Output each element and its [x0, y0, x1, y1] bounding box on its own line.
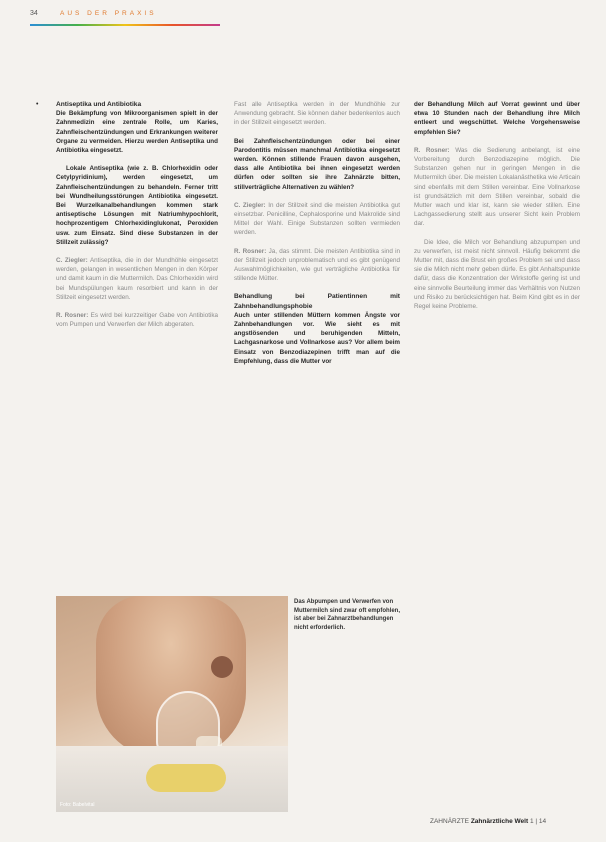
- page-header: [30, 10, 230, 30]
- photo-caption: Das Abpumpen und Verwerfen von Muttermilch sind zwar oft empfohlen, ist aber bei Zahnarztbehandlungen nicht erforderlich.: [294, 599, 401, 631]
- breast-pump-photo: [56, 596, 288, 812]
- answer-paragraph: Die Idee, die Milch vor Behandlung abzupumpen und zu verwerfen, ist meist nicht sinnvoll. Häufig bekommt die Mutter mit, dass die Brust ein großes Problem sei und dass sie die Milch nicht mehr geben dürfe. Es gibt Anhaltspunkte dafür, dass die Konzentration der Wirkstoffe gering ist und eine sinnvolle Beurteilung immer das Verhältnis von Nutzen und Risiko zu berücksichtigen hat. Beim Kind gibt es in der Regel keine Probleme.: [414, 238, 580, 311]
- article-column-1: [56, 100, 218, 338]
- subheading: Behandlung bei Patientinnen mit Zahnbehandlungsphobie: [234, 293, 400, 310]
- section-title: AUS DER PRAXIS: [60, 10, 157, 17]
- article-column-3: [414, 100, 580, 320]
- answer-text: Es wird bei kurzzeitiger Gabe von Antibiotika vom Pumpen und Verwerfen der Milch abgeraten.: [56, 312, 219, 329]
- question-paragraph: Die Bekämpfung von Mikroorganismen spielt in der Zahnmedizin eine zentrale Rolle, um Karies, Zahnfleischentzündungen und Erkrankungen weiterer Organe zu vermeiden. Hierzu werden Antiseptika und Antibiotika eingesetzt.: [56, 110, 218, 155]
- photo-credit: Foto: Babelvital: [60, 802, 95, 808]
- speaker-name: R. Rosner:: [414, 146, 450, 154]
- speaker-name: R. Rosner:: [234, 247, 267, 255]
- answer-paragraph: [234, 201, 400, 238]
- answer-text: Antiseptika, die in der Mundhöhle eingesetzt werden, gelangen in wesentlichen Mengen in den Körper und damit kaum in die Muttermilch. Das Chlorhexidin wird bei Mundspülungen kaum resorbiert und kann in der Stillzeit eingesetzt werden.: [56, 257, 218, 301]
- speaker-name: C. Ziegler:: [56, 257, 88, 265]
- answer-text: Was die Sedierung anbelangt, ist eine Vorbereitung durch Benzodiazepine möglich. Die Substanzen gehen nur in geringen Mengen in die Muttermilch über. Die meisten Lokalanästhetika wie Articain sind ebenfalls mit dem Stillen vereinbar. Eine Vollnarkose ist grundsätzlich mit dem Stillen vereinbar, sobald die Mutter wach und klar ist, kann sie wieder stillen. Eine Lachgassedierung stellt aus unserer Sicht kein Problem dar.: [414, 146, 580, 228]
- question-paragraph: Auch unter stillenden Müttern kommen Ängste vor Zahnbehandlungen vor. Wie sieht es mit angstlösenden und beruhigenden Mitteln, Lachgasnarkose und Vollnarkose aus? Vor allem beim Einsatz von Benzodiazepinen trifft man auf die Empfehlung, dass die Mutter vor: [234, 311, 400, 365]
- question-paragraph: Lokale Antiseptika (wie z. B. Chlorhexidin oder Cetylpyridinium), werden eingesetzt, um Zahnfleischentzündungen zu behandeln. Ferner tritt bei Wundheilungsstörungen Antibiotika eingesetzt. Bei Wurzelkanalbehandlungen kommen stark antiseptische Lösungen mit Natriumhypochlorit, hochprozentigem Chlorhexidinglukonat, Peroxiden usw. zum Einsatz. Sind diese Substanzen in der Stillzeit zulässig?: [56, 165, 218, 246]
- page-number: 34: [30, 10, 38, 17]
- answer-paragraph: Fast alle Antiseptika werden in der Mundhöhle zur Anwendung gebracht. Sie können daher bedenkenlos auch in der Stillzeit eingesetzt werden.: [234, 101, 400, 127]
- question-paragraph: Bei Zahnfleischentzündungen oder bei einer Parodontitis müssen manchmal Antibiotika eingesetzt werden. Können stillende Frauen davon ausgehen, dass alle Antibiotika bei ihnen eingesetzt werden dürfen oder sollten sie ihre Zahnärzte bitten, stillverträgliche Alternativen zu wählen?: [234, 137, 400, 191]
- answer-paragraph: [56, 311, 218, 329]
- bullet-marker: •: [36, 101, 39, 108]
- answer-paragraph: [234, 247, 400, 284]
- page-footer: [430, 818, 546, 825]
- photo-detail: [211, 656, 233, 678]
- footer-page: 1 | 14: [529, 818, 547, 825]
- question-paragraph: der Behandlung Milch auf Vorrat gewinnt und über etwa 10 Stunden nach der Behandlung ihre Milch entleert und wegschüttet. Welche Vorgehensweise empfehlen Sie?: [414, 101, 580, 136]
- answer-text: Ja, das stimmt. Die meisten Antibiotika sind in der Stillzeit jedoch unproblematisch und es gibt genügend Auswahlmöglichkeiten, wie gut verträgliche Antibiotika für stillende Mütter.: [234, 247, 401, 283]
- answer-paragraph: [56, 256, 218, 302]
- photo-hand: [146, 764, 226, 792]
- speaker-name: R. Rosner:: [56, 312, 89, 320]
- answer-text: In der Stillzeit sind die meisten Antibiotika gut einsetzbar. Penicilline, Cephalosporine und Makrolide sind Mittel der Wahl. Einige Substanzen sollten vermieden werden.: [234, 201, 400, 237]
- answer-paragraph: [414, 146, 580, 229]
- subheading: Antiseptika und Antibiotika: [56, 101, 142, 108]
- speaker-name: C. Ziegler:: [234, 201, 266, 209]
- article-column-2: [234, 100, 400, 375]
- footer-label: ZAHNÄRZTE: [430, 818, 469, 825]
- footer-journal: Zahnärztliche Welt: [470, 818, 529, 825]
- header-color-bar: [30, 24, 220, 26]
